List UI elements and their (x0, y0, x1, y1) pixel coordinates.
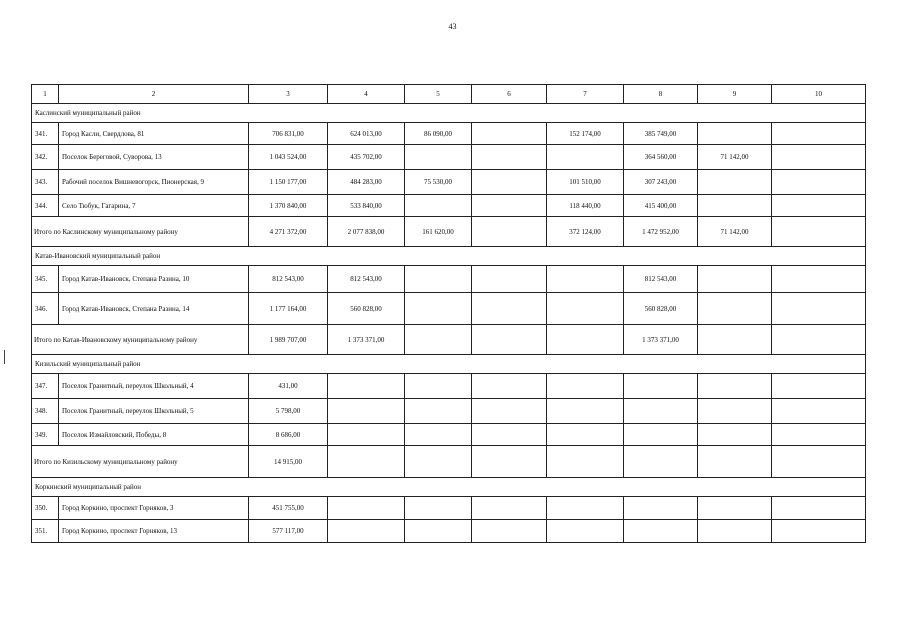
total-amount-cell: 1 373 371,00 (624, 325, 698, 355)
amount-cell: 560 828,00 (624, 293, 698, 325)
amount-cell (698, 266, 772, 293)
amount-cell (472, 497, 547, 520)
table-row (32, 293, 866, 325)
address-cell: Рабочий поселок Вишневогорск, Пионерская, 9 (59, 170, 249, 195)
total-amount-cell (624, 446, 698, 478)
total-amount-cell: 2 077 838,00 (328, 217, 405, 247)
amount-cell (624, 374, 698, 399)
column-header: 4 (328, 85, 405, 104)
total-amount-cell (772, 446, 866, 478)
amount-cell (772, 293, 866, 325)
total-amount-cell (772, 325, 866, 355)
amount-cell: 307 243,00 (624, 170, 698, 195)
amount-cell (772, 145, 866, 170)
amount-cell (772, 170, 866, 195)
amount-cell: 364 560,00 (624, 145, 698, 170)
address-cell: Село Тюбук, Гагарина, 7 (59, 195, 249, 217)
amount-cell: 451 755,00 (249, 497, 328, 520)
amount-cell: 812 543,00 (249, 266, 328, 293)
table-row (32, 497, 866, 520)
amount-cell (405, 266, 472, 293)
amount-cell: 118 440,00 (547, 195, 624, 217)
address-cell: Поселок Измайловский, Победы, 8 (59, 424, 249, 446)
total-amount-cell: 71 142,00 (698, 217, 772, 247)
amount-cell (772, 123, 866, 145)
amount-cell (328, 520, 405, 543)
total-amount-cell: 1 989 707,00 (249, 325, 328, 355)
column-header: 3 (249, 85, 328, 104)
amount-cell (698, 520, 772, 543)
amount-cell (547, 293, 624, 325)
column-header: 10 (772, 85, 866, 104)
table-row (32, 424, 866, 446)
amount-cell: 75 530,00 (405, 170, 472, 195)
amount-cell: 435 702,00 (328, 145, 405, 170)
column-header: 7 (547, 85, 624, 104)
total-amount-cell (698, 446, 772, 478)
address-cell: Город Касли, Свердлова, 81 (59, 123, 249, 145)
column-header: 1 (32, 85, 59, 104)
amount-cell (328, 497, 405, 520)
amount-cell (472, 170, 547, 195)
amount-cell (472, 293, 547, 325)
total-amount-cell (405, 325, 472, 355)
section-title: Катав-Ивановский муниципальный район (32, 247, 866, 266)
total-row (32, 217, 866, 247)
amount-cell (547, 399, 624, 424)
column-header: 8 (624, 85, 698, 104)
total-amount-cell (472, 325, 547, 355)
total-amount-cell: 1 373 371,00 (328, 325, 405, 355)
row-number: 350. (32, 497, 59, 520)
section-title: Кизильский муниципальный район (32, 355, 866, 374)
row-number: 343. (32, 170, 59, 195)
total-label: Итого по Каслинскому муниципальному району (32, 217, 249, 247)
amount-cell: 484 283,00 (328, 170, 405, 195)
amount-cell: 415 400,00 (624, 195, 698, 217)
amount-cell (772, 497, 866, 520)
table-row (32, 123, 866, 145)
table-row (32, 195, 866, 217)
row-number: 346. (32, 293, 59, 325)
table-row (32, 170, 866, 195)
amount-cell (472, 424, 547, 446)
total-amount-cell: 14 915,00 (249, 446, 328, 478)
amount-cell (328, 424, 405, 446)
amount-cell (547, 374, 624, 399)
amount-cell: 812 543,00 (328, 266, 405, 293)
section-title: Каслинский муниципальный район (32, 104, 866, 123)
amount-cell (472, 145, 547, 170)
amount-cell: 812 543,00 (624, 266, 698, 293)
amount-cell (328, 399, 405, 424)
amount-cell (772, 195, 866, 217)
amount-cell: 1 043 524,00 (249, 145, 328, 170)
amount-cell: 5 798,00 (249, 399, 328, 424)
row-number: 345. (32, 266, 59, 293)
table-row (32, 145, 866, 170)
amount-cell (772, 374, 866, 399)
total-amount-cell (405, 446, 472, 478)
page-number: 43 (448, 22, 457, 31)
total-amount-cell (472, 217, 547, 247)
amount-cell (405, 520, 472, 543)
amount-cell (405, 497, 472, 520)
total-amount-cell (547, 325, 624, 355)
amount-cell (405, 145, 472, 170)
row-number: 349. (32, 424, 59, 446)
amount-cell (698, 399, 772, 424)
amount-cell (472, 266, 547, 293)
amount-cell: 152 174,00 (547, 123, 624, 145)
row-number: 347. (32, 374, 59, 399)
total-label: Итого по Катав-Ивановскому муниципальному району (32, 325, 249, 355)
amount-cell: 624 013,00 (328, 123, 405, 145)
row-number: 348. (32, 399, 59, 424)
amount-cell (772, 266, 866, 293)
amount-cell (698, 374, 772, 399)
total-amount-cell (698, 325, 772, 355)
amount-cell (698, 123, 772, 145)
address-cell: Поселок Гранитный, переулок Школьный, 4 (59, 374, 249, 399)
amount-cell (698, 497, 772, 520)
amount-cell: 1 150 177,00 (249, 170, 328, 195)
column-header: 6 (472, 85, 547, 104)
amount-cell (405, 374, 472, 399)
amount-cell: 431,00 (249, 374, 328, 399)
total-amount-cell (772, 217, 866, 247)
total-amount-cell: 372 124,00 (547, 217, 624, 247)
column-header-row (32, 85, 866, 104)
amount-cell (772, 520, 866, 543)
row-number: 344. (32, 195, 59, 217)
amount-cell (624, 497, 698, 520)
amount-cell: 577 117,00 (249, 520, 328, 543)
section-header-row (32, 104, 866, 123)
address-cell: Поселок Береговой, Суворова, 13 (59, 145, 249, 170)
total-row (32, 446, 866, 478)
amount-cell (405, 293, 472, 325)
amount-cell: 706 831,00 (249, 123, 328, 145)
amount-cell: 1 370 840,00 (249, 195, 328, 217)
address-cell: Поселок Гранитный, переулок Школьный, 5 (59, 399, 249, 424)
amount-cell (328, 374, 405, 399)
amount-cell (547, 497, 624, 520)
section-header-row (32, 478, 866, 497)
address-cell: Город Катав-Ивановск, Степана Разина, 10 (59, 266, 249, 293)
row-number: 342. (32, 145, 59, 170)
amount-cell (472, 374, 547, 399)
amount-cell (405, 195, 472, 217)
amount-cell (624, 520, 698, 543)
amount-cell (472, 123, 547, 145)
budget-table (31, 84, 866, 543)
amount-cell (698, 424, 772, 446)
amount-cell (772, 424, 866, 446)
amount-cell (472, 520, 547, 543)
amount-cell (547, 266, 624, 293)
table-row (32, 399, 866, 424)
amount-cell (472, 195, 547, 217)
table-row (32, 374, 866, 399)
total-amount-cell: 1 472 952,00 (624, 217, 698, 247)
amount-cell (698, 170, 772, 195)
total-amount-cell (547, 446, 624, 478)
amount-cell (405, 424, 472, 446)
total-row (32, 325, 866, 355)
amount-cell (405, 399, 472, 424)
section-header-row (32, 355, 866, 374)
address-cell: Город Катав-Ивановск, Степана Разина, 14 (59, 293, 249, 325)
amount-cell: 560 828,00 (328, 293, 405, 325)
row-number: 351. (32, 520, 59, 543)
total-amount-cell: 161 620,00 (405, 217, 472, 247)
table-row (32, 266, 866, 293)
amount-cell (472, 399, 547, 424)
margin-mark (4, 350, 5, 364)
total-amount-cell (328, 446, 405, 478)
amount-cell (624, 424, 698, 446)
section-title: Коркинский муниципальный район (32, 478, 866, 497)
table-row (32, 520, 866, 543)
amount-cell: 385 749,00 (624, 123, 698, 145)
amount-cell: 8 686,00 (249, 424, 328, 446)
amount-cell (547, 145, 624, 170)
total-amount-cell (472, 446, 547, 478)
amount-cell (624, 399, 698, 424)
amount-cell: 86 090,00 (405, 123, 472, 145)
amount-cell (698, 293, 772, 325)
amount-cell: 71 142,00 (698, 145, 772, 170)
amount-cell (772, 399, 866, 424)
amount-cell (547, 520, 624, 543)
amount-cell: 101 510,00 (547, 170, 624, 195)
column-header: 5 (405, 85, 472, 104)
address-cell: Город Коркино, проспект Горняков, 13 (59, 520, 249, 543)
column-header: 2 (59, 85, 249, 104)
total-amount-cell: 4 271 372,00 (249, 217, 328, 247)
amount-cell (698, 195, 772, 217)
row-number: 341. (32, 123, 59, 145)
amount-cell: 1 177 164,00 (249, 293, 328, 325)
column-header: 9 (698, 85, 772, 104)
amount-cell (547, 424, 624, 446)
amount-cell: 533 840,00 (328, 195, 405, 217)
total-label: Итого по Кизильскому муниципальному району (32, 446, 249, 478)
address-cell: Город Коркино, проспект Горняков, 3 (59, 497, 249, 520)
section-header-row (32, 247, 866, 266)
